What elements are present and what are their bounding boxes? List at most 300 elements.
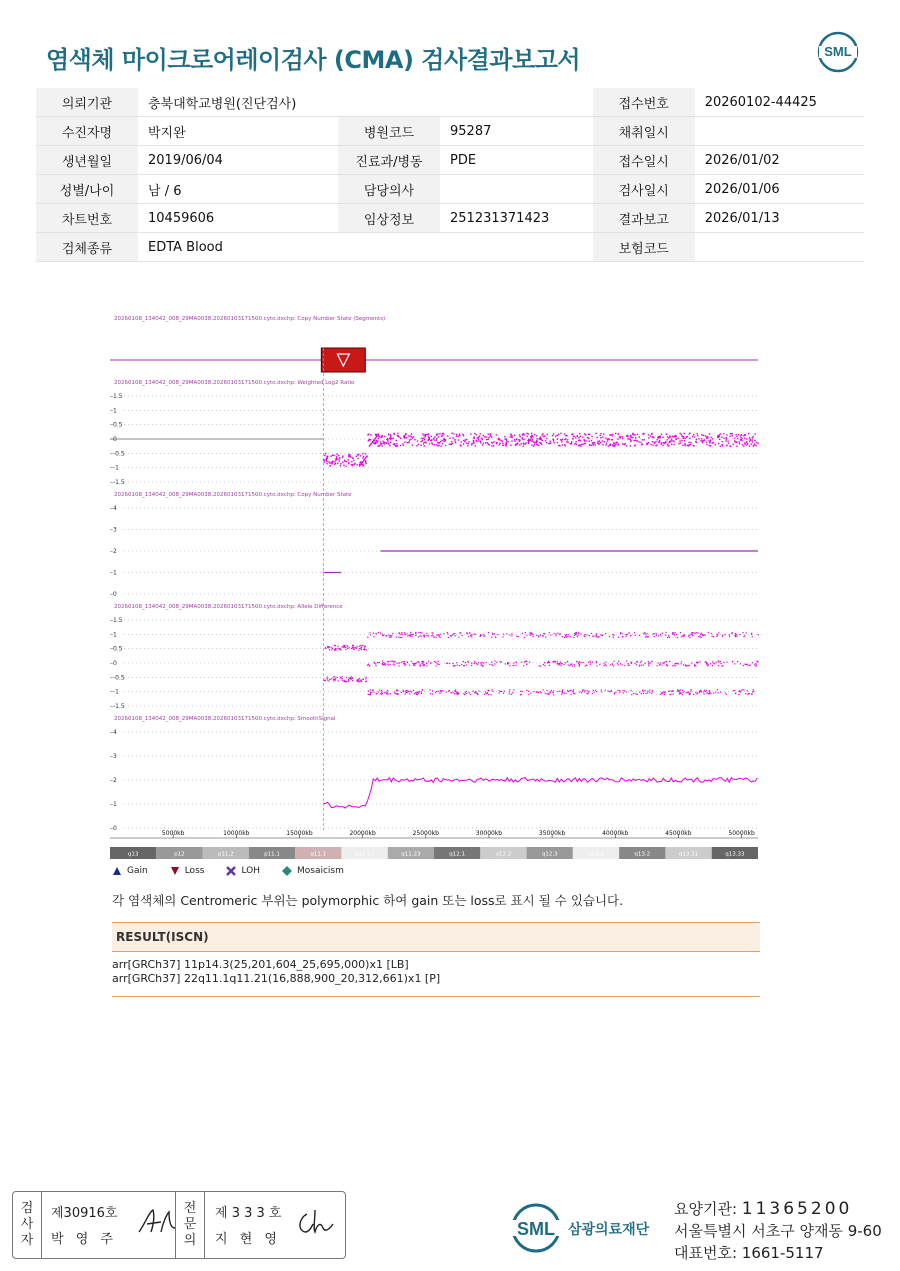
allele-point [726, 694, 727, 695]
log2-point [332, 454, 333, 455]
value-sex-age: 남 / 6 [138, 175, 338, 204]
band-label: q12.2 [495, 851, 512, 858]
allele-point [643, 664, 644, 665]
log2-point [671, 438, 672, 439]
allele-point [405, 693, 406, 694]
allele-point [669, 661, 670, 662]
log2-point [362, 461, 363, 462]
allele-point [335, 679, 336, 680]
log2-point [374, 440, 375, 441]
log2-point [474, 433, 475, 434]
allele-point [578, 665, 579, 666]
tick-label: –0 [110, 436, 117, 443]
allele-point [537, 691, 538, 692]
allele-point [333, 680, 334, 681]
allele-point [379, 662, 380, 663]
allele-point [732, 632, 733, 633]
allele-point [645, 637, 646, 638]
allele-point [471, 636, 472, 637]
log2-point [339, 460, 340, 461]
log2-point [524, 443, 525, 444]
log2-point [531, 437, 532, 438]
log2-point [597, 441, 598, 442]
log2-point [525, 442, 526, 443]
allele-point [672, 633, 673, 634]
allele-point [410, 691, 411, 692]
allele-point [417, 694, 418, 695]
allele-point [364, 647, 365, 648]
allele-point [513, 689, 514, 690]
allele-point [619, 692, 620, 693]
allele-point [624, 665, 625, 666]
allele-point [521, 662, 522, 663]
allele-point [359, 678, 360, 679]
log2-point [589, 440, 590, 441]
allele-point [720, 661, 721, 662]
allele-point [559, 691, 560, 692]
allele-point [390, 635, 391, 636]
allele-point [386, 691, 387, 692]
allele-point [651, 661, 652, 662]
log2-point [643, 433, 644, 434]
allele-point [649, 690, 650, 691]
allele-point [694, 665, 695, 666]
allele-point [406, 633, 407, 634]
log2-point [342, 462, 343, 463]
log2-point [561, 439, 562, 440]
allele-point [344, 646, 345, 647]
log2-point [420, 445, 421, 446]
allele-point [503, 636, 504, 637]
log2-point [533, 441, 534, 442]
allele-point [576, 661, 577, 662]
allele-point [359, 645, 360, 646]
tick-label: –-0.5 [110, 450, 125, 458]
allele-point [390, 693, 391, 694]
log2-point [442, 435, 443, 436]
allele-point [620, 633, 621, 634]
log2-point [342, 455, 343, 456]
log2-point [345, 461, 346, 462]
allele-point [358, 650, 359, 651]
log2-point [630, 437, 631, 438]
log2-point [487, 439, 488, 440]
allele-point [610, 691, 611, 692]
log2-point [684, 445, 685, 446]
value-specimen: EDTA Blood [138, 233, 593, 262]
allele-point [749, 693, 750, 694]
log2-point [596, 437, 597, 438]
allele-point [509, 691, 510, 692]
log2-point [681, 434, 682, 435]
allele-point [359, 681, 360, 682]
tick-label: –0 [110, 660, 117, 667]
allele-point [440, 690, 441, 691]
allele-point [423, 635, 424, 636]
allele-point [356, 647, 357, 648]
allele-point [614, 693, 615, 694]
log2-point [706, 438, 707, 439]
allele-point [526, 664, 527, 665]
log2-point [373, 443, 374, 444]
log2-point [369, 445, 370, 446]
value-department: PDE [440, 146, 593, 175]
footer-logo [510, 1200, 670, 1256]
log2-point [431, 442, 432, 443]
log2-point [606, 443, 607, 444]
allele-point [414, 665, 415, 666]
log2-point [387, 440, 388, 441]
allele-point [668, 635, 669, 636]
allele-point [339, 649, 340, 650]
log2-point [488, 434, 489, 435]
log2-point [634, 444, 635, 445]
allele-point [754, 664, 755, 665]
log2-point [532, 439, 533, 440]
allele-point [677, 663, 678, 664]
allele-point [436, 637, 437, 638]
allele-point [561, 663, 562, 664]
log2-point [605, 437, 606, 438]
log2-point [335, 459, 336, 460]
allele-point [543, 635, 544, 636]
allele-point [481, 663, 482, 664]
log2-point [339, 457, 340, 458]
allele-point [639, 635, 640, 636]
allele-point [370, 691, 371, 692]
log2-point [365, 453, 366, 454]
allele-point [401, 637, 402, 638]
allele-point [704, 694, 705, 695]
tick-label: –0.5 [110, 421, 123, 429]
log2-point [362, 457, 363, 458]
label-hospital-code: 병원코드 [338, 117, 440, 146]
allele-point [483, 662, 484, 663]
log2-point [672, 440, 673, 441]
allele-point [633, 693, 634, 694]
log2-point [642, 439, 643, 440]
label-chart-no: 차트번호 [36, 204, 138, 233]
allele-point [369, 665, 370, 666]
log2-point [670, 440, 671, 441]
allele-point [381, 694, 382, 695]
allele-point [456, 662, 457, 663]
band-label: p11.1 [264, 851, 280, 858]
allele-point [504, 691, 505, 692]
log2-point [456, 434, 457, 435]
allele-point [354, 648, 355, 649]
allele-point [492, 634, 493, 635]
log2-point [658, 441, 659, 442]
allele-point [411, 636, 412, 637]
allele-point [549, 662, 550, 663]
log2-point [365, 463, 366, 464]
allele-point [373, 632, 374, 633]
allele-point [328, 680, 329, 681]
allele-point [442, 690, 443, 691]
allele-point [539, 665, 540, 666]
log2-point [425, 434, 426, 435]
log2-point [529, 440, 530, 441]
allele-point [692, 635, 693, 636]
log2-point [471, 444, 472, 445]
log2-point [519, 444, 520, 445]
log2-point [709, 442, 710, 443]
log2-point [579, 433, 580, 434]
log2-point [553, 439, 554, 440]
log2-point [376, 440, 377, 441]
log2-point [539, 437, 540, 438]
allele-point [645, 693, 646, 694]
allele-point [562, 689, 563, 690]
allele-point [603, 665, 604, 666]
allele-point [667, 637, 668, 638]
log2-point [383, 442, 384, 443]
log2-point [550, 441, 551, 442]
allele-point [460, 632, 461, 633]
allele-point [701, 633, 702, 634]
allele-point [523, 665, 524, 666]
allele-point [592, 636, 593, 637]
log2-point [611, 435, 612, 436]
allele-point [331, 647, 332, 648]
allele-point [689, 665, 690, 666]
log2-point [429, 443, 430, 444]
phone-label: 대표번호: [674, 1244, 738, 1262]
allele-point [404, 663, 405, 664]
allele-point [383, 635, 384, 636]
allele-point [612, 664, 613, 665]
allele-point [501, 691, 502, 692]
allele-point [620, 663, 621, 664]
panel-label: 20260108_134042_008_29MA0038.20260103171500.cyto.dxchp: Allele Difference [114, 604, 343, 610]
allele-point [439, 635, 440, 636]
allele-point [334, 676, 335, 677]
allele-point [739, 690, 740, 691]
log2-point [325, 453, 326, 454]
allele-point [570, 694, 571, 695]
log2-point [331, 455, 332, 456]
allele-point [358, 679, 359, 680]
log2-point [416, 445, 417, 446]
allele-point [332, 648, 333, 649]
allele-point [377, 662, 378, 663]
allele-point [360, 646, 361, 647]
allele-point [446, 692, 447, 693]
allele-point [530, 632, 531, 633]
log2-point [511, 440, 512, 441]
log2-point [732, 444, 733, 445]
allele-point [572, 691, 573, 692]
log2-point [565, 435, 566, 436]
log2-point [336, 453, 337, 454]
log2-point [647, 443, 648, 444]
allele-point [619, 690, 620, 691]
allele-point [756, 665, 757, 666]
log2-point [381, 435, 382, 436]
allele-point [491, 637, 492, 638]
allele-point [507, 663, 508, 664]
allele-point [705, 691, 706, 692]
log2-point [493, 445, 494, 446]
allele-point [673, 690, 674, 691]
log2-point [467, 445, 468, 446]
allele-point [564, 693, 565, 694]
log2-point [612, 434, 613, 435]
log2-point [658, 436, 659, 437]
allele-point [631, 694, 632, 695]
value-insurance-code [695, 233, 864, 262]
allele-point [718, 692, 719, 693]
log2-point [459, 434, 460, 435]
allele-point [376, 665, 377, 666]
allele-point [649, 662, 650, 663]
allele-point [465, 692, 466, 693]
allele-point [574, 664, 575, 665]
log2-point [571, 441, 572, 442]
allele-point [325, 680, 326, 681]
allele-point [385, 663, 386, 664]
allele-point [473, 663, 474, 664]
allele-point [335, 645, 336, 646]
log2-point [456, 436, 457, 437]
allele-point [566, 693, 567, 694]
log2-point [466, 443, 467, 444]
allele-point [747, 690, 748, 691]
allele-point [349, 647, 350, 648]
allele-point [423, 661, 424, 662]
log2-point [726, 434, 727, 435]
log2-point [643, 439, 644, 440]
allele-point [401, 692, 402, 693]
signer1-license: 제30916호 [51, 1206, 118, 1221]
allele-point [663, 694, 664, 695]
log2-point [741, 438, 742, 439]
allele-point [735, 693, 736, 694]
log2-point [687, 445, 688, 446]
log2-point [655, 445, 656, 446]
allele-point [729, 636, 730, 637]
log2-point [613, 445, 614, 446]
allele-point [735, 633, 736, 634]
log2-point [404, 437, 405, 438]
log2-point [377, 445, 378, 446]
log2-point [462, 434, 463, 435]
log2-point [368, 434, 369, 435]
allele-point [682, 690, 683, 691]
allele-point [401, 662, 402, 663]
allele-point [699, 661, 700, 662]
allele-point [419, 664, 420, 665]
allele-point [745, 693, 746, 694]
allele-point [370, 693, 371, 694]
value-chart-no: 10459606 [138, 204, 338, 233]
log2-point [531, 444, 532, 445]
log2-point [465, 439, 466, 440]
allele-point [463, 693, 464, 694]
log2-point [736, 434, 737, 435]
allele-point [438, 691, 439, 692]
log2-point [607, 439, 608, 440]
band-label: p11.2 [217, 851, 234, 858]
log2-point [356, 456, 357, 457]
allele-point [397, 693, 398, 694]
allele-point [376, 693, 377, 694]
allele-point [680, 693, 681, 694]
allele-point [358, 681, 359, 682]
allele-point [656, 633, 657, 634]
allele-point [708, 693, 709, 694]
label-patient-name: 수진자명 [36, 117, 138, 146]
log2-point [540, 443, 541, 444]
log2-point [353, 460, 354, 461]
log2-point [633, 440, 634, 441]
panel-label: 20260108_134042_008_29MA0038.20260103171500.cyto.dxchp: SmoothSignal [114, 716, 336, 722]
allele-point [380, 632, 381, 633]
footer-org: 삼광의료재단 [568, 1222, 650, 1238]
allele-point [712, 661, 713, 662]
allele-point [547, 662, 548, 663]
log2-point [615, 433, 616, 434]
allele-point [555, 635, 556, 636]
log2-point [479, 436, 480, 437]
log2-point [348, 459, 349, 460]
value-receipt-no: 20260102-44425 [695, 88, 864, 117]
log2-point [715, 444, 716, 445]
log2-point [740, 436, 741, 437]
log2-point [673, 444, 674, 445]
log2-point [436, 440, 437, 441]
allele-point [421, 636, 422, 637]
allele-point [528, 691, 529, 692]
legend-label: LOH [241, 866, 260, 876]
allele-point [470, 694, 471, 695]
allele-point [748, 693, 749, 694]
log2-point [476, 440, 477, 441]
log2-point [746, 444, 747, 445]
allele-point [450, 635, 451, 636]
allele-point [661, 664, 662, 665]
allele-point [706, 692, 707, 693]
label-doctor: 담당의사 [338, 175, 440, 204]
allele-point [596, 633, 597, 634]
cma-plot [110, 300, 762, 865]
allele-point [562, 691, 563, 692]
log2-point [475, 434, 476, 435]
log2-point [352, 465, 353, 466]
allele-point [624, 690, 625, 691]
allele-point [637, 694, 638, 695]
log2-point [552, 435, 553, 436]
role-char: 전 [183, 1201, 197, 1216]
allele-point [757, 661, 758, 662]
allele-point [723, 662, 724, 663]
allele-point [670, 694, 671, 695]
log2-point [397, 433, 398, 434]
allele-point [486, 693, 487, 694]
allele-point [530, 634, 531, 635]
allele-point [629, 633, 630, 634]
log2-point [696, 439, 697, 440]
allele-point [618, 637, 619, 638]
allele-point [639, 691, 640, 692]
log2-point [334, 461, 335, 462]
allele-point [554, 633, 555, 634]
allele-point [447, 632, 448, 633]
allele-point [403, 663, 404, 664]
allele-point [596, 635, 597, 636]
log2-point [528, 440, 529, 441]
